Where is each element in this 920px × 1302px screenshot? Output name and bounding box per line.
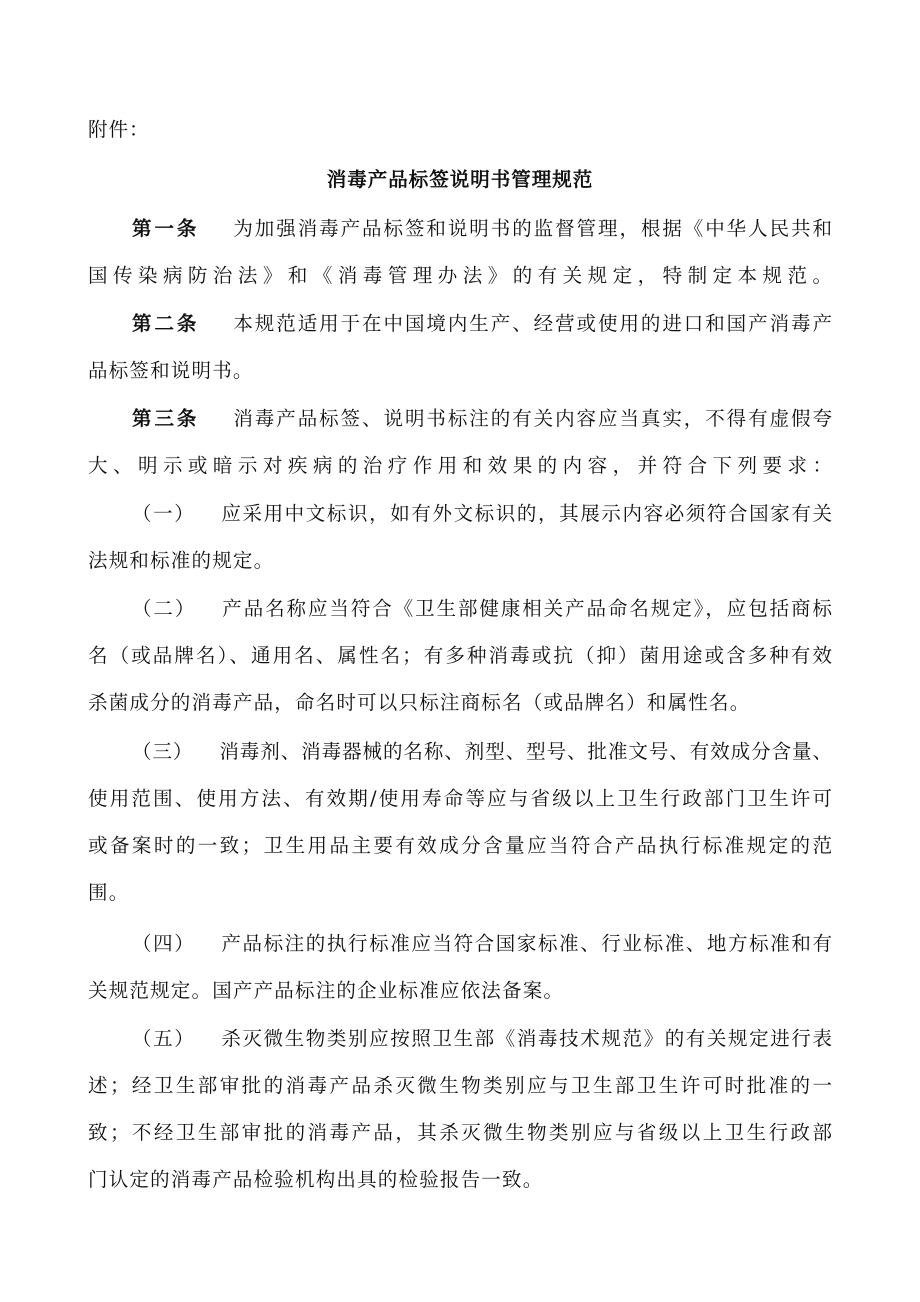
article-1-line-1 [88, 211, 832, 258]
attachment-label: 附件： [88, 118, 150, 141]
item-4-line-2: 关规范规定。国产产品标注的企业标准应依法备案。 [88, 979, 565, 1002]
item-3-line-4: 围。 [88, 881, 130, 904]
item-2-text-1: 产品名称应当符合《卫生部健康相关产品命名规定》，应包括商标 [222, 597, 832, 620]
article-1-text-1: 为加强消毒产品标签和说明书的监督管理，根据《中华人民共和 [233, 217, 832, 240]
item-1-line-2: 法规和标准的规定。 [88, 549, 275, 572]
item-2-line-3: 杀菌成分的消毒产品，命名时可以只标注商标名（或品牌名）和属性名。 [88, 691, 751, 714]
item-5-line-4: 门认定的消毒产品检验机构出具的检验报告一致。 [88, 1168, 544, 1191]
item-5-head: （五） [132, 1027, 196, 1050]
article-2-head: 第二条 [132, 312, 200, 335]
item-3-head: （三） [132, 740, 194, 763]
article-2-line-2: 品标签和说明书。 [88, 359, 254, 382]
item-4-text-1: 产品标注的执行标准应当符合国家标准、行业标准、地方标准和有 [221, 932, 832, 955]
item-3-text-1: 消毒剂、消毒器械的名称、剂型、型号、批准文号、有效成分含量、 [219, 740, 832, 763]
item-5-line-1 [88, 1021, 832, 1068]
item-5 [88, 1021, 832, 1209]
item-5-line-2: 述；经卫生部审批的消毒产品杀灭微生物类别应与卫生部卫生许可时批准的一 [88, 1074, 832, 1097]
article-3 [88, 401, 832, 495]
article-2-text-1: 本规范适用于在中国境内生产、经营或使用的进口和国产消毒产 [233, 312, 832, 335]
item-4-head: （四） [132, 932, 196, 955]
item-2-line-2: 名（或品牌名）、通用名、属性名；有多种消毒或抗（抑）菌用途或含多种有效 [88, 644, 832, 667]
item-1 [88, 496, 832, 590]
article-1 [88, 211, 832, 305]
item-4 [88, 926, 832, 1020]
item-5-text-1: 杀灭微生物类别应按照卫生部《消毒技术规范》的有关规定进行表 [221, 1027, 832, 1050]
item-3-line-1 [88, 734, 832, 781]
item-2-head: （二） [132, 597, 197, 620]
article-3-head: 第三条 [132, 407, 200, 430]
item-1-head: （一） [132, 502, 196, 525]
article-2 [88, 306, 832, 400]
item-2-line-1 [88, 591, 832, 638]
item-2 [88, 591, 832, 732]
article-3-line-1 [88, 401, 832, 448]
article-3-text-1: 消毒产品标签、说明书标注的有关内容应当真实，不得有虚假夸 [233, 407, 832, 430]
item-1-text-1: 应采用中文标识，如有外文标识的，其展示内容必须符合国家有关 [221, 502, 832, 525]
item-1-line-1 [88, 496, 832, 543]
document-title: 消毒产品标签说明书管理规范 [326, 168, 594, 191]
item-3-line-3: 或备案时的一致；卫生用品主要有效成分含量应当符合产品执行标准规定的范 [88, 834, 832, 857]
item-3 [88, 734, 832, 922]
item-5-line-3: 致；不经卫生部审批的消毒产品，其杀灭微生物类别应与省级以上卫生行政部 [88, 1121, 832, 1144]
item-4-line-1 [88, 926, 832, 973]
article-1-line-2: 国传染病防治法》和《消毒管理办法》的有关规定，特制定本规范。 [88, 264, 832, 287]
item-3-line-2: 使用范围、使用方法、有效期/使用寿命等应与省级以上卫生行政部门卫生许可 [88, 787, 832, 810]
article-3-line-2: 大、明示或暗示对疾病的治疗作用和效果的内容，并符合下列要求： [88, 454, 832, 477]
article-1-head: 第一条 [132, 217, 200, 240]
article-2-line-1 [88, 306, 832, 353]
